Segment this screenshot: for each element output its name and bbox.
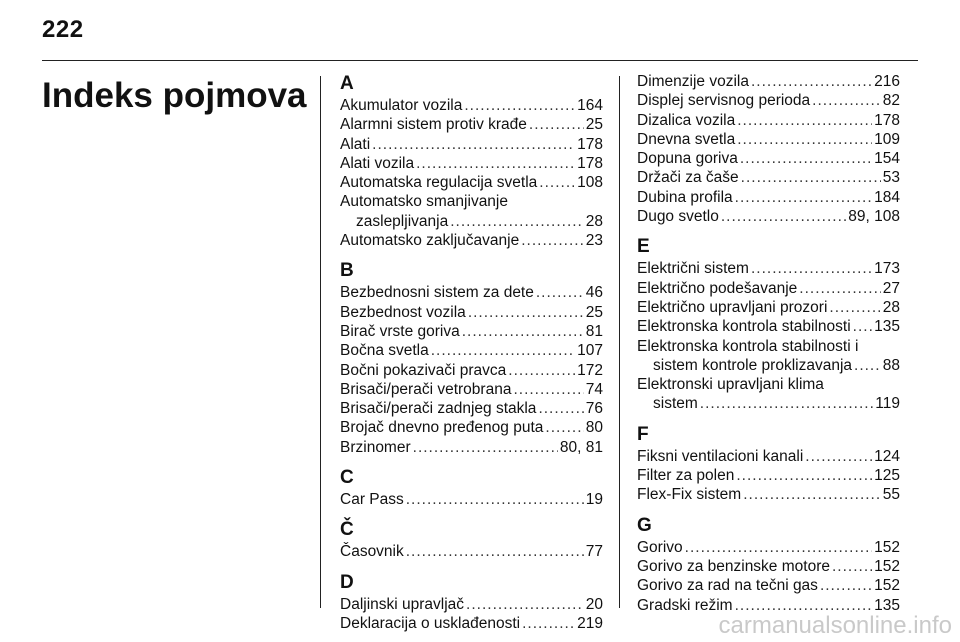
dot-leader — [372, 135, 575, 154]
index-entry-label: Brisači/perači zadnjeg stakla — [340, 400, 537, 418]
index-entry-pages: 152 — [874, 577, 900, 595]
dot-leader — [536, 283, 584, 302]
index-entry-pages: 135 — [874, 318, 900, 336]
index-column-2 — [637, 72, 900, 615]
dot-leader — [545, 418, 583, 437]
index-entry-pages: 88 — [882, 356, 900, 374]
index-entry — [340, 135, 603, 154]
index-entry-label: Bočna svetla — [340, 342, 429, 360]
index-letter-heading: D — [340, 571, 354, 593]
index-entry-label: Filter za polen — [637, 467, 735, 485]
index-entry-pages: 152 — [874, 557, 900, 575]
index-entry — [637, 576, 900, 595]
dot-leader — [462, 322, 584, 341]
index-entry-pages: 135 — [874, 596, 900, 614]
index-entry — [340, 283, 603, 302]
index-entry-label: zaslepljivanja — [356, 212, 449, 230]
index-entry-label: Alati — [340, 135, 371, 153]
index-entry-pages: 27 — [882, 279, 900, 297]
index-entry-heading: Elektronska kontrola stabilnosti i — [637, 337, 859, 355]
index-entry — [340, 115, 603, 134]
index-entry-label: Fiksni ventilacioni kanali — [637, 447, 804, 465]
index-entry — [340, 418, 603, 437]
dot-leader — [743, 485, 881, 504]
index-entry-pages: 55 — [882, 486, 900, 504]
dot-leader — [805, 447, 872, 466]
index-entry-label: Brzinomer — [340, 438, 411, 456]
index-entry — [637, 317, 900, 336]
index-entry-pages: 89, 108 — [848, 208, 900, 226]
dot-leader — [468, 303, 584, 322]
index-entry-pages: 107 — [577, 342, 603, 360]
index-entry — [637, 356, 900, 375]
index-entry-label: Dugo svetlo — [637, 208, 719, 226]
index-entry-label: sistem kontrole proklizavanja — [653, 356, 853, 374]
index-entry-label: Dizalica vozila — [637, 111, 736, 129]
index-entry-pages: 109 — [874, 130, 900, 148]
index-entry — [637, 279, 900, 298]
index-entry — [637, 207, 900, 226]
index-entry-pages: 20 — [585, 595, 603, 613]
dot-leader — [464, 96, 575, 115]
dot-leader — [416, 154, 575, 173]
index-entry — [637, 447, 900, 466]
index-entry-label: Časovnik — [340, 543, 404, 561]
index-entry-pages: 178 — [577, 135, 603, 153]
index-entry-label: Gorivo — [637, 538, 683, 556]
index-entry-pages: 178 — [874, 111, 900, 129]
index-entry — [637, 466, 900, 485]
column-divider-right — [619, 76, 620, 608]
index-entry-pages: 76 — [585, 400, 603, 418]
index-entry-label: Bezbednosni sistem za dete — [340, 284, 534, 302]
dot-leader — [854, 356, 881, 375]
index-entry-label: Brojač dnevno pređenog puta — [340, 419, 544, 437]
index-entry-label: Flex-Fix sistem — [637, 486, 742, 504]
index-entry-label: Elektronska kontrola stabilnosti — [637, 318, 851, 336]
index-entry-label: Alarmni sistem protiv krađe — [340, 116, 527, 134]
dot-leader — [700, 394, 873, 413]
index-entry — [637, 538, 900, 557]
index-entry-pages: 46 — [585, 284, 603, 302]
index-entry-pages: 23 — [585, 232, 603, 250]
index-entry-pages: 119 — [875, 395, 900, 413]
index-entry-pages: 154 — [874, 150, 900, 168]
dot-leader — [522, 614, 575, 633]
index-entry — [340, 490, 603, 509]
index-entry-label: Displej servisnog perioda — [637, 92, 811, 110]
index-entry-label: Daljinski upravljač — [340, 595, 465, 613]
index-entry — [340, 231, 603, 250]
dot-leader — [741, 168, 881, 187]
index-entry — [340, 380, 603, 399]
index-entry-label: Gorivo za benzinske motore — [637, 557, 830, 575]
index-entry — [340, 341, 603, 360]
dot-leader — [406, 542, 584, 561]
index-entry — [637, 91, 900, 110]
dot-leader — [812, 91, 881, 110]
dot-leader — [737, 130, 872, 149]
index-entry — [637, 557, 900, 576]
index-entry — [637, 259, 900, 278]
index-entry-label: Birač vrste goriva — [340, 322, 460, 340]
index-letter-heading: A — [340, 73, 354, 94]
dot-leader — [529, 115, 584, 134]
dot-leader — [521, 231, 584, 250]
index-entry — [340, 399, 603, 418]
index-entry-label: Električno podešavanje — [637, 279, 798, 297]
index-letter-heading: Č — [340, 519, 354, 541]
dot-leader — [466, 595, 584, 614]
index-entry-pages: 172 — [577, 361, 603, 379]
index-entry-pages: 219 — [577, 614, 603, 632]
index-entry-heading: Automatsko smanjivanje — [340, 193, 508, 211]
index-entry-label: Dnevna svetla — [637, 130, 736, 148]
index-entry-pages: 19 — [585, 491, 603, 509]
index-entry-pages: 74 — [585, 380, 603, 398]
dot-leader — [513, 380, 583, 399]
dot-leader — [829, 298, 880, 317]
index-entry — [340, 96, 603, 115]
dot-leader — [450, 212, 584, 231]
page-number: 222 — [42, 16, 84, 43]
index-entry-label: Bezbednost vozila — [340, 303, 466, 321]
index-entry-pages: 25 — [585, 116, 603, 134]
index-entry — [637, 485, 900, 504]
index-entry-pages: 152 — [874, 538, 900, 556]
dot-leader — [820, 576, 872, 595]
index-entry — [340, 438, 603, 457]
index-entry — [340, 173, 603, 192]
index-entry — [637, 188, 900, 207]
index-entry-pages: 173 — [874, 260, 900, 278]
dot-leader — [721, 207, 846, 226]
index-entry — [340, 614, 603, 633]
column-divider-left — [320, 76, 321, 608]
index-entry-pages: 25 — [585, 303, 603, 321]
index-entry-pages: 80 — [585, 419, 603, 437]
index-entry-pages: 216 — [874, 73, 900, 90]
index-letter-heading: E — [637, 236, 650, 258]
dot-leader — [685, 538, 872, 557]
dot-leader — [539, 173, 575, 192]
dot-leader — [413, 438, 558, 457]
header-rule — [42, 60, 918, 61]
index-entry — [340, 303, 603, 322]
index-entry-pages: 80, 81 — [559, 438, 603, 456]
dot-leader — [799, 279, 880, 298]
dot-leader — [751, 259, 872, 278]
index-entry-pages: 77 — [585, 543, 603, 561]
index-entry-pages: 124 — [874, 447, 900, 465]
index-entry-label: Bočni pokazivači pravca — [340, 361, 507, 379]
dot-leader — [538, 399, 583, 418]
dot-leader — [736, 466, 872, 485]
index-entry — [637, 130, 900, 149]
index-entry-pages: 53 — [882, 169, 900, 187]
dot-leader — [737, 111, 872, 130]
index-entry-pages: 28 — [882, 298, 900, 316]
dot-leader — [853, 317, 872, 336]
index-entry — [340, 154, 603, 173]
index-letter-heading: B — [340, 260, 354, 282]
index-entry-label: Brisači/perači vetrobrana — [340, 380, 512, 398]
index-entry-pages: 125 — [874, 467, 900, 485]
index-letter-heading: F — [637, 423, 649, 445]
dot-leader — [431, 341, 575, 360]
index-entry-label: Dimenzije vozila — [637, 73, 749, 90]
index-letter-heading: G — [637, 514, 652, 536]
index-entry-label: Gorivo za rad na tečni gas — [637, 577, 818, 595]
watermark: carmanualsonline.info — [718, 612, 952, 639]
index-entry-pages: 82 — [882, 92, 900, 110]
index-entry — [637, 111, 900, 130]
index-entry-pages: 28 — [585, 212, 603, 230]
index-entry — [637, 298, 900, 317]
index-entry-label: sistem — [653, 395, 698, 413]
index-entry-pages: 178 — [577, 154, 603, 172]
index-entry-pages: 184 — [874, 188, 900, 206]
index-entry-pages: 108 — [577, 174, 603, 192]
index-entry-pages: 164 — [577, 97, 603, 114]
index-entry-label: Deklaracija o usklađenosti — [340, 614, 521, 632]
index-column-1 — [340, 72, 603, 633]
index-entry — [637, 168, 900, 187]
index-entry-label: Električno upravljani prozori — [637, 298, 828, 316]
index-entry-label: Car Pass — [340, 491, 404, 509]
index-title: Indeks pojmova — [42, 76, 307, 115]
index-entry-label: Gradski režim — [637, 596, 733, 614]
index-entry-label: Automatsko zaključavanje — [340, 232, 520, 250]
index-entry — [637, 394, 900, 413]
index-letter-heading: C — [340, 467, 354, 489]
index-entry-heading: Elektronski upravljani klima — [637, 376, 824, 394]
index-entry-label: Električni sistem — [637, 260, 749, 278]
index-entry-label: Držači za čaše — [637, 169, 739, 187]
dot-leader — [740, 149, 872, 168]
index-entry — [637, 72, 900, 91]
index-entry — [340, 595, 603, 614]
dot-leader — [508, 361, 575, 380]
index-entry-label: Dubina profila — [637, 188, 733, 206]
index-entry-label: Automatska regulacija svetla — [340, 174, 538, 192]
index-entry-pages: 81 — [585, 322, 603, 340]
dot-leader — [406, 490, 584, 509]
dot-leader — [735, 188, 872, 207]
index-entry-label: Dopuna goriva — [637, 150, 738, 168]
index-entry-label: Alati vozila — [340, 154, 415, 172]
dot-leader — [751, 72, 872, 91]
dot-leader — [832, 557, 872, 576]
index-entry — [340, 322, 603, 341]
index-entry — [637, 149, 900, 168]
index-entry — [340, 542, 603, 561]
index-entry — [340, 361, 603, 380]
index-entry-label: Akumulator vozila — [340, 97, 463, 114]
index-entry — [340, 212, 603, 231]
